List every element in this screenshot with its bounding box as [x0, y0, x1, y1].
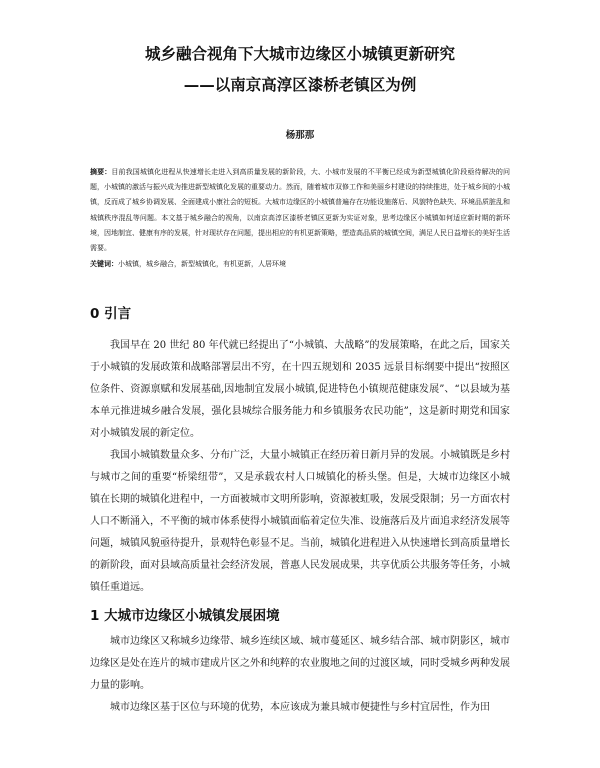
- abstract: [90, 165, 510, 256]
- keywords-label: 关键词：: [90, 260, 118, 269]
- intro-paragraph-1: 我国早在 20 世纪 80 年代就已经提出了“小城镇、大战略”的发展策略，在此之后，国家关于小城镇的发展政策和战略部署层出不穷，在十四五规划和 2035 远景目标纲要中提出“按照区位条件、资源禀赋和发展基础,因地制宜发展小城镇,促进特色小镇规范健康发展”、“以县域为基本单元推进城乡融合发展，强化县城综合服务能力和乡镇服务农民功能”，这是新时期党和国家对小城镇发展的新定位。: [90, 340, 510, 440]
- keywords-text: 小城镇，城乡融合，新型城镇化，有机更新，人居环境: [118, 260, 286, 269]
- paper-title-line1: 城乡融合视角下大城市边缘区小城镇更新研究: [144, 45, 455, 63]
- section-heading-intro: 0 引言: [90, 306, 132, 323]
- intro-paragraph-2: 我国小城镇数量众多、分布广泛，大量小城镇正在经历着日新月异的发展。小城镇既是乡村与城市之间的重要“桥梁纽带”，又是承载农村人口城镇化的桥头堡。但是，大城市边缘区小城镇在长期的城镇化进程中，一方面被城市文明所影响，资源被虹吸，发展受限制；另一方面农村人口不断涌入，不平衡的城市体系使得小城镇面临着定位失准、设施落后及片面追求经济发展等问题，城镇风貌亟待提升，景观特色彰显不足。当前，城镇化进程进入从快速增长到高质量增长的新阶段，面对县域高质量社会经济发展，普惠人民发展成果，共享优质公共服务等任务，小城镇任重道远。: [90, 450, 510, 594]
- author-name: 杨那那: [285, 130, 315, 141]
- abstract-text: 目前我国城镇化进程从快速增长走进入到高质量发展的新阶段，大、小城市发展的不平衡已经成为新型城镇化阶段亟待解决的问题，小城镇的激活与振兴成为推进新型城镇化发展的重要动力。然而，随着城市双修工作和美丽乡村建设的持续推进，处于城乡间的小城镇，反而成了城乡协调发展、全面建成小康社会的短板。大城市边缘区的小城镇普遍存在功能设施落后、风貌特色缺失、环境品质脏乱和城镇秩序混乱等问题。本文基于城乡融合的视角，以南京高淳区漆桥老镇区更新为实证对象，思考边缘区小城镇如何适应新时期的新环境，因地制宜、健康有序的发展，针对现状存在问题，提出相应的有机更新策略，塑造高品质的城镇空间，满足人民日益增长的美好生活需要。: [90, 168, 511, 253]
- section1-paragraph-1: 城市边缘区又称城乡边缘带、城乡连续区域、城市蔓延区、城乡结合部、城市阴影区，城市边缘区是处在连片的城市建成片区之外和纯粹的农业腹地之间的过渡区域，同时受城乡两种发展力量的影响。: [90, 636, 510, 692]
- paper-title-line2: ——以南京高淳区漆桥老镇区为例: [183, 76, 417, 94]
- abstract-label: 摘要：: [90, 168, 112, 176]
- section-heading-1: 1 大城市边缘区小城镇发展困境: [90, 608, 280, 625]
- section1-paragraph-2: 城市边缘区基于区位与环境的优势，本应该成为兼具城市便捷性与乡村宜居性，作为田: [110, 702, 490, 714]
- keywords: [90, 257, 510, 272]
